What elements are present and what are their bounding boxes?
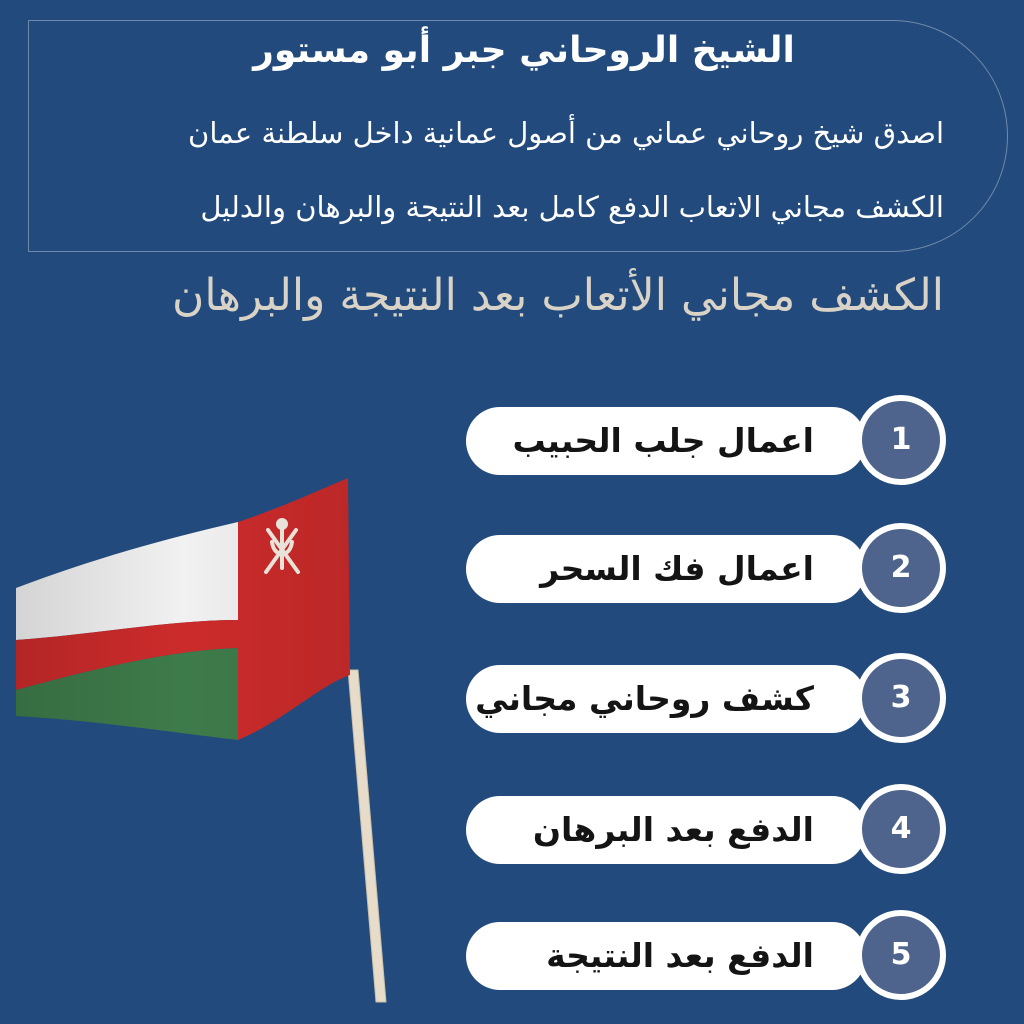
service-label: الدفع بعد البرهان	[466, 796, 866, 864]
service-label: الدفع بعد النتيجة	[466, 922, 866, 990]
subheading: الكشف مجاني الأتعاب بعد النتيجة والبرهان	[172, 270, 944, 321]
number-badge: 1	[856, 395, 946, 485]
oman-flag-icon	[0, 470, 420, 1010]
number-badge: 2	[856, 523, 946, 613]
oman-flag-image	[0, 470, 420, 1010]
service-label: اعمال فك السحر	[466, 535, 866, 603]
service-label: اعمال جلب الحبيب	[466, 407, 866, 475]
header-tagline-2: الكشف مجاني الاتعاب الدفع كامل بعد النتيجة والبرهان والدليل	[200, 190, 944, 224]
service-item-4	[466, 784, 948, 874]
service-label: كشف روحاني مجاني	[466, 665, 866, 733]
service-item-1	[466, 395, 948, 485]
service-item-5	[466, 910, 948, 1000]
number-badge: 3	[856, 653, 946, 743]
number-badge: 5	[856, 910, 946, 1000]
service-item-3	[466, 653, 948, 743]
service-item-2	[466, 523, 948, 613]
flag-pole	[348, 670, 386, 1002]
page-title: الشيخ الروحاني جبر أبو مستور	[253, 30, 795, 71]
header-tagline-1: اصدق شيخ روحاني عماني من أصول عمانية داخل سلطنة عمان	[188, 116, 944, 150]
number-badge: 4	[856, 784, 946, 874]
